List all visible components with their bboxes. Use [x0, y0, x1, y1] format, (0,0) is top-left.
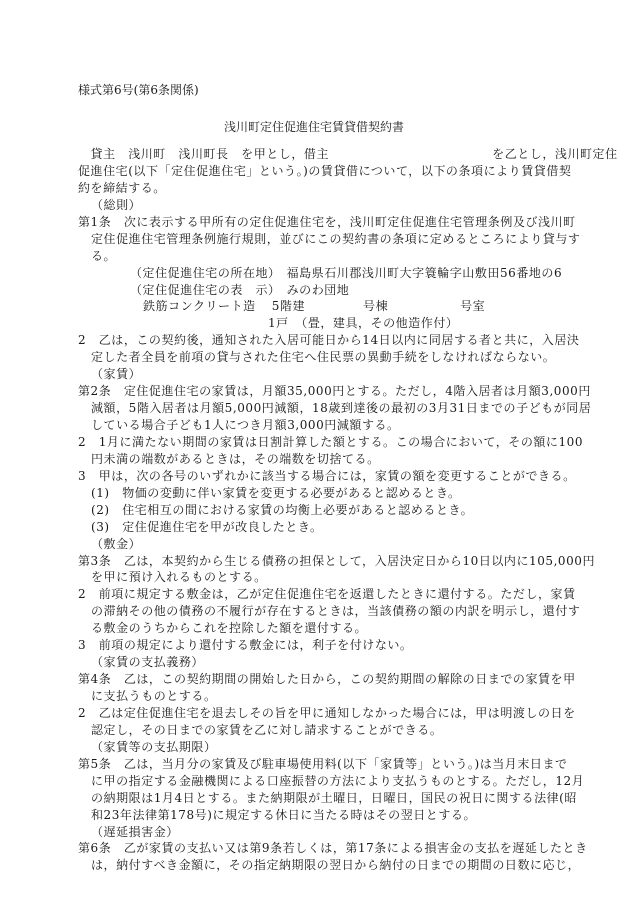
preamble-line: 約を締結する。: [78, 180, 166, 195]
property-building: 号棟: [363, 299, 389, 314]
paragraph-line: 定した者全員を前項の貸与された住宅へ住民票の異動手続をしなければならない。: [91, 350, 556, 365]
article-line: 第2条 定住促進住宅の家賃は，月額35,000円とする。ただし，4階入居者は月額3,000円: [78, 384, 591, 399]
article-line: の納期限は1月4日とする。また納期限が土曜日，日曜日，国民の祝日に関する法律(昭: [91, 790, 577, 805]
article-line: 第4条 乙は，この契約期間の開始した日から，この契約期間の解除の日までの家賃を甲: [78, 672, 576, 687]
article-line: に甲の指定する金融機関による口座振替の方法により支払うものとする。ただし，12月: [91, 773, 585, 788]
property-location-label: （定住促進住宅の所在地）: [130, 265, 281, 280]
property-display-value: みのわ団地: [286, 282, 350, 297]
property-structure: [78, 298, 550, 315]
article-line: 第6条 乙が家賃の支払い又は第9条若しくは，第17条による損害金の支払を遅延したとき: [78, 841, 588, 856]
property-structure-type: 鉄筋コンクリート造: [143, 299, 256, 314]
article-heading: （敷金）: [91, 536, 142, 551]
property-floors: 5階建: [271, 299, 306, 314]
document-body: [78, 146, 618, 874]
property-display: [78, 282, 550, 299]
paragraph-line: 3 甲は，次の各号のいずれかに該当する場合には，家賃の額を変更することができる。: [78, 468, 576, 483]
article-heading: （家賃の支払義務）: [91, 655, 204, 670]
paragraph-line: 2 1月に満たない期間の家賃は日割計算した額とする。この場合において，その額に100: [78, 434, 584, 449]
paragraph-line: 3 前項の規定により還付する敷金には，利子を付けない。: [78, 638, 413, 653]
paragraph-line: 円未満の端数があるときは，その端数を切捨てる。: [91, 451, 380, 466]
article-line: る。: [91, 248, 117, 263]
property-display-label: （定住促進住宅の表 示）: [130, 282, 281, 297]
article-line: は，納付すべき金額に，その指定納期限の翌日から納付の日までの期間の日数に応じ，: [91, 858, 581, 873]
document-title: 浅川町定住促進住宅賃貸借契約書: [223, 120, 404, 134]
article-heading: （家賃等の支払期限）: [91, 739, 217, 754]
list-item: (1) 物価の変動に伴い家賃を変更する必要があると認めるとき。: [91, 485, 461, 500]
article-heading: （遅延損害金）: [91, 824, 179, 839]
paragraph-line: 2 乙は定住促進住宅を退去しその旨を甲に通知しなかった場合には，甲は明渡しの日を: [78, 705, 576, 720]
article-line: 第3条 乙は，本契約から生じる債務の担保として，入居決定日から10日以内に105,000円: [78, 553, 596, 568]
property-units: 1戸 （畳，建具，その他造作付）: [268, 316, 459, 331]
list-item: (3) 定住促進住宅を甲が改良したとき。: [91, 519, 323, 534]
property-location: [78, 265, 563, 282]
article-line: に支払うものとする。: [91, 689, 217, 703]
paragraph-line: の滞納その他の債務の不履行が存在するときは，当該債務の額の内訳を明示し，還付す: [91, 604, 581, 619]
article-line: 和23年法律第178号)に規定する休日に当たる時はその翌日とする。: [91, 807, 477, 822]
article-line: を甲に預け入れるものとする。: [91, 570, 267, 585]
article-heading: （家賃）: [91, 367, 142, 382]
article-line: 第1条 次に表示する甲所有の定住促進住宅を，浅川町定住促進住宅管理条例及び浅川町: [78, 214, 576, 229]
list-item: (2) 住宅相互の間における家賃の均衡上必要があると認めるとき。: [91, 502, 474, 517]
article-heading: （総則）: [91, 197, 142, 212]
paragraph-line: 2 前項に規定する敷金は，乙が定住促進住宅を返還したときに還付する。ただし，家賃: [78, 587, 576, 602]
paragraph-line: 2 乙は，この契約後，通知された入居可能日から14日以内に同居する者と共に，入居決: [78, 333, 580, 348]
form-number: 様式第6号(第6条関係): [78, 83, 199, 97]
article-line: 減額，5階入居者は月額5,000円減額，18歳到達後の最初の3月31日までの子どもが同居: [91, 401, 592, 416]
preamble-line: 貸主 浅川町 浅川町長 を甲とし，借主 を乙とし，浅川町定住: [78, 147, 618, 161]
paragraph-line: る敷金のうちからこれを控除した額を還付する。: [91, 621, 368, 636]
property-location-value: 福島県石川郡浅川町大字簑輪字山敷田56番地の6: [286, 265, 563, 280]
article-line: 定住促進住宅管理条例施行規則，並びにこの契約書の条項に定めるところにより貸与す: [91, 231, 581, 246]
article-line: している場合子ども1人につき月額3,000円減額する。: [91, 418, 400, 432]
article-line: 第5条 乙は，当月分の家賃及び駐車場使用料(以下「家賃等」という。)は当月末日まで: [78, 756, 568, 771]
paragraph-line: 認定し，その日までの家賃を乙に対し請求することができる。: [91, 722, 443, 737]
property-room: 号室: [460, 299, 486, 314]
preamble-line: 促進住宅(以下「定住促進住宅」という。)の賃貸借について，以下の条項により賃貸借契: [78, 163, 572, 178]
